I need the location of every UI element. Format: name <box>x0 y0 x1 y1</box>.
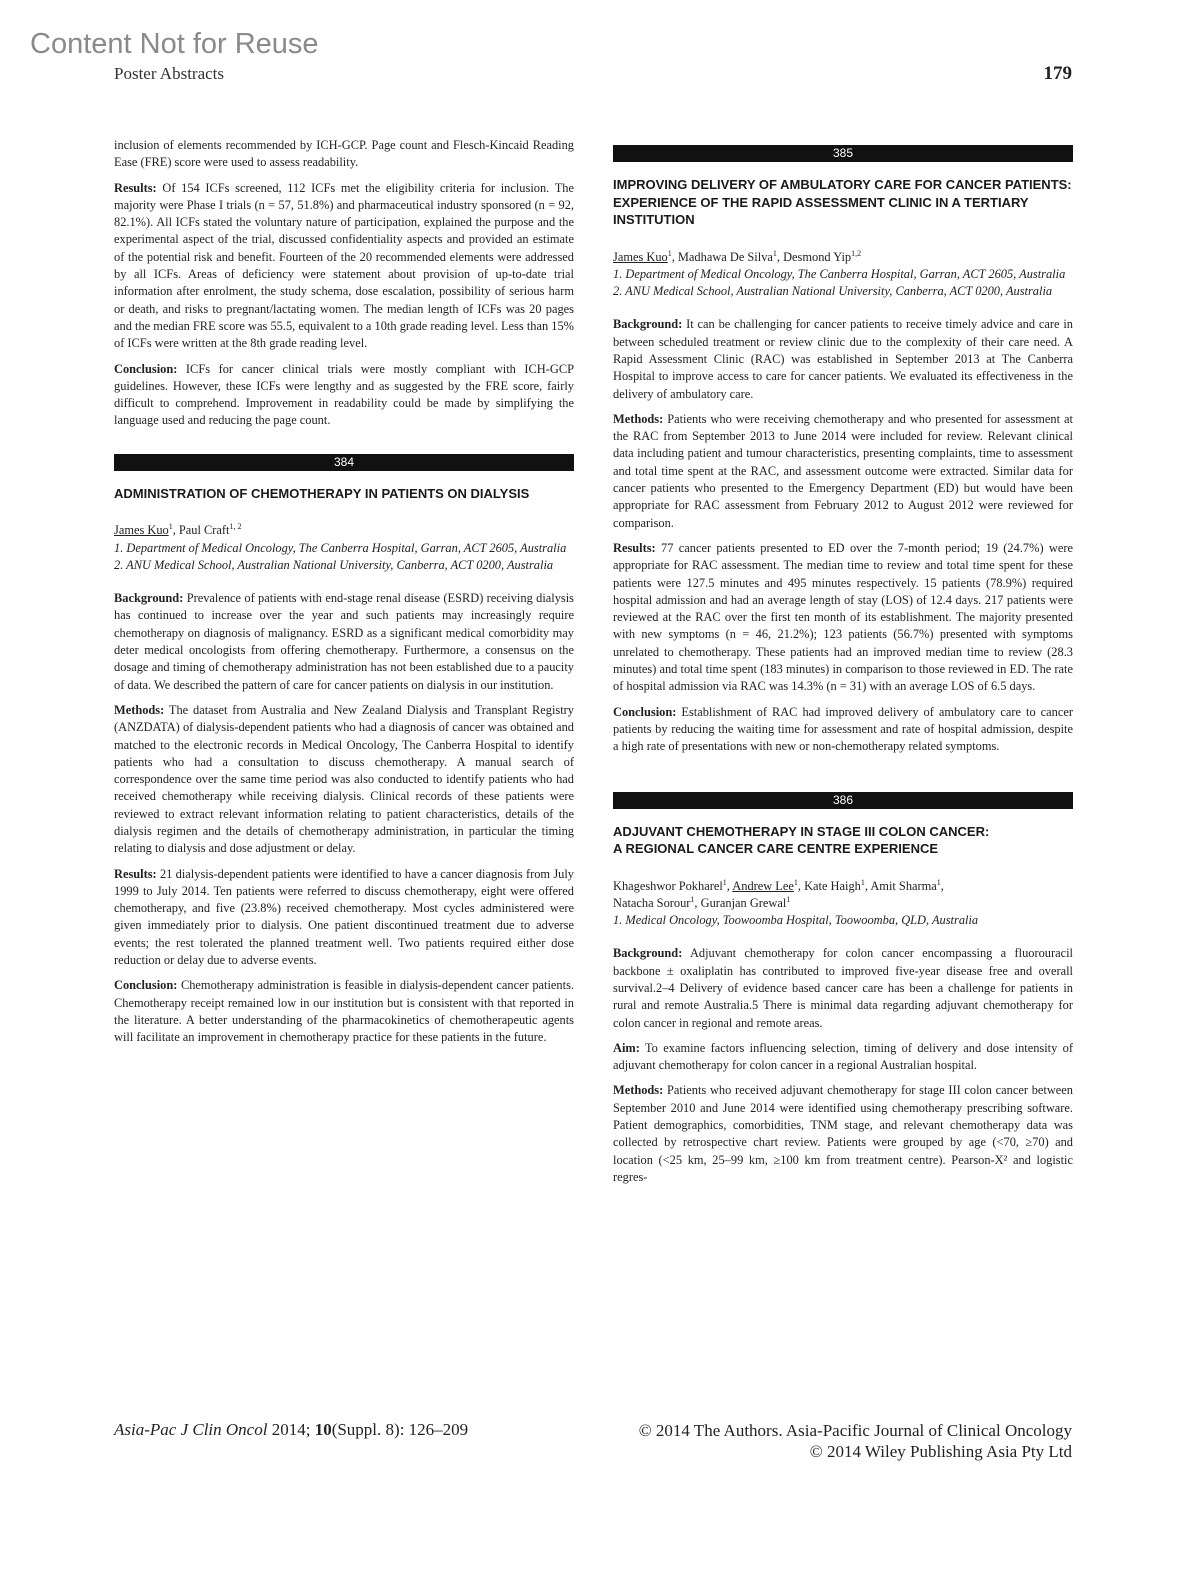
results-label: Results: <box>114 180 157 195</box>
author-name: James Kuo <box>114 523 169 538</box>
background-label: Background: <box>114 591 184 606</box>
conclusion-label: Conclusion: <box>114 978 178 993</box>
background-text: It can be challenging for cancer patients to receive timely advice and care in between scheduled treatment or review clinic due to the complexity of their care need. A Rapid Assessment Clinic (RAC) was established in September 2013 at The Canberra Hospital to improve access to care for cancer patients. We evaluated its effectiveness in the delivery of ambulatory care. <box>613 317 1073 401</box>
affiliation: 2. ANU Medical School, Australian National University, Canberra, ACT 0200, Australia <box>114 557 554 572</box>
author-affiliation-marker: 1 <box>168 522 173 532</box>
results-label: Results: <box>613 540 656 555</box>
methods-label: Methods: <box>613 1083 664 1098</box>
author-name: , Madhawa De Silva <box>671 249 773 264</box>
aim-label: Aim: <box>613 1040 640 1055</box>
background-label: Background: <box>613 317 683 332</box>
affiliation: 1. Department of Medical Oncology, The Canberra Hospital, Garran, ACT 2605, Australia <box>613 266 1066 281</box>
methods-label: Methods: <box>613 411 664 426</box>
author-affiliation-marker: 1, 2 <box>229 522 242 532</box>
author-affiliation-marker: 1 <box>860 877 865 887</box>
conclusion-text: Chemotherapy administration is feasible in dialysis-dependent cancer patients. Chemotherapy receipt remained low in our institution but is consistent with that reported in the literature. A better understanding of the pharmacokinetics of chemotherapeutic agents will facilitate an improvement in chemotherapy practice for these patients in the future. <box>114 978 574 1045</box>
background-paragraph <box>613 316 1073 402</box>
methods-text: Patients who received adjuvant chemotherapy for stage III colon cancer between September 2010 and June 2014 were identified using chemotherapy prescribing software. Patient demographics, comorbidities, TNM stage, and relevant chemotherapy data was collected by retrospective chart review. Patients were grouped by age (<70, ≥70) and location (<25 km, 25–99 km, ≥100 km from treatment centre). Pearson-X² and logistic regres- <box>613 1083 1073 1184</box>
results-text: 21 dialysis-dependent patients were identified to have a cancer diagnosis from July 1999 to July 2014. Ten patients were referred to discuss chemotherapy, eight were offered chemotherapy, and five (23.8%) received chemotherapy. Most cycles administered were given immediately prior to dialysis. One patient discontinued treatment due to adverse events; the rest tolerated the planned treatment well. Two patients required either dose reduction or delay due to adverse events. <box>114 866 574 968</box>
background-text: Prevalence of patients with end-stage renal disease (ESRD) receiving dialysis has continued to increase over the year and such patients may increasingly require chemotherapy on diagnosis of malignancy. ESRD as a significant medical comorbidity may deter medical oncologists from offering chemotherapy. Furthermore, a consensus on the dosage and timing of chemotherapy administration has not been established due to a paucity of data. We described the pattern of care for cancer patients on dialysis in our institution. <box>114 591 574 692</box>
author-separator: , <box>726 878 733 893</box>
author-name: , Kate Haigh <box>797 878 861 893</box>
continuation-paragraph: inclusion of elements recommended by ICH-GCP. Page count and Flesch-Kincaid Reading Ease (FRE) score were used to assess readability. <box>114 138 574 170</box>
author-affiliation-marker: 1 <box>772 248 777 258</box>
affiliations <box>114 540 574 575</box>
aim-text: To examine factors influencing selection, timing of delivery and dose intensity of adjuvant chemotherapy for colon cancer in a regional Australian hospital. <box>613 1040 1073 1073</box>
methods-text: The dataset from Australia and New Zealand Dialysis and Transplant Registry (ANZDATA) of dialysis-dependent patients who had a diagnosis of cancer was obtained and matched to the electronic records in Medical Oncology, The Canberra Hospital to identify patients who had a consultation to discuss chemotherapy. A manual search of correspondence over the same time period was also conducted to identify patients who had received chemotherapy while receiving dialysis. Clinical records of these patients were reviewed to extract relevant information relating to patient characteristics, details of the dialysis regimen and the details of chemotherapy administration, in particular the timing relating to dialysis and dose adjustment or delay. <box>114 702 574 856</box>
abstract-number-bar: 385 <box>613 145 1073 162</box>
conclusion-text: Establishment of RAC had improved delivery of ambulatory care to cancer patients by reducing the waiting time for assessment and rate of hospital admission, despite a high rate of presentations with new or non-chemotherapy related symptoms. <box>613 704 1073 754</box>
author-affiliation-marker: 1 <box>690 894 695 904</box>
running-title: Poster Abstracts <box>114 64 225 83</box>
abstract-number-bar: 386 <box>613 792 1073 809</box>
author-list <box>114 522 574 539</box>
author-name: James Kuo <box>613 249 668 264</box>
abstract-number-bar: 384 <box>114 454 574 471</box>
journal-issue-pages: (Suppl. 8): 126–209 <box>331 1420 469 1439</box>
results-paragraph <box>613 540 1073 696</box>
copyright-line: © 2014 The Authors. Asia-Pacific Journal of Clinical Oncology <box>638 1421 1072 1440</box>
abstract-title <box>613 823 1073 858</box>
conclusion-text: ICFs for cancer clinical trials were mostly compliant with ICH-GCP guidelines. However, these ICFs were lengthy and as suggested by the FRE score, fairly difficult to comprehend. Improvement in readability could be made by simplifying the language used and reducing the page count. <box>114 361 574 428</box>
author-name: Natacha Sorour <box>613 895 691 910</box>
author-name: , Paul Craft <box>172 523 230 538</box>
aim-paragraph <box>613 1040 1073 1075</box>
author-name: , Guranjan Grewal <box>694 895 787 910</box>
affiliation: 1. Department of Medical Oncology, The Canberra Hospital, Garran, ACT 2605, Australia <box>114 540 567 555</box>
author-affiliation-marker: 1 <box>667 248 672 258</box>
methods-paragraph <box>114 702 574 858</box>
abstract-title: IMPROVING DELIVERY OF AMBULATORY CARE FOR CANCER PATIENTS: EXPERIENCE OF THE RAPID ASSESSMENT CLINIC IN A TERTIARY INSTITUTION <box>613 177 1072 227</box>
results-label: Results: <box>114 866 157 881</box>
methods-text: Patients who were receiving chemotherapy and who presented for assessment at the RAC from September 2013 to June 2014 were included for review. Relevant clinical data including patient and tumour characteristics, presenting complaints, time to assessment and total time spent at the RAC, and assessment outcome were extracted. Similar data for cancer patients who presented to the Emergency Department (ED) but would have been appropriate for RAC assessment from February 2012 to August 2012 were reviewed for comparison. <box>613 411 1073 530</box>
author-affiliation-marker: 1,2 <box>851 248 862 258</box>
abstract-title-line: A REGIONAL CANCER CARE CENTRE EXPERIENCE <box>613 841 939 857</box>
background-text: Adjuvant chemotherapy for colon cancer encompassing a fluorouracil backbone ± oxaliplatin has contributed to improved five-year disease free and overall survival.2–4 Delivery of evidence based cancer care has been a challenge for patients in rural and remote Australia.5 There is minimal data regarding adjuvant chemotherapy for colon cancer in regional and remote areas. <box>613 946 1073 1030</box>
affiliations <box>613 912 1073 929</box>
author-affiliation-marker: 1 <box>793 877 798 887</box>
author-affiliation-marker: 1 <box>936 877 941 887</box>
results-text: 77 cancer patients presented to ED over the 7-month period; 19 (24.7%) were appropriate for RAC assessment. The median time to review and total time spent for these patients were 127.5 minutes and 495 minutes respectively. 15 patients (78.9%) required hospital admission and had an average length of stay (LOS) of 12.4 days. 217 patients were reviewed at the RAC over the first ten month of its establishment. The majority presented with new symptoms (n = 46, 21.2%); 123 patients (56.7%) presented with symptoms unrelated to chemotherapy. These patients had an improved median time to review (28.3 minutes) and total time spent (183 minutes) in comparison to those reviewed in ED. The rate of hospital admission via RAC was 14.3% (n = 31) with an average LOS of 6.5 days. <box>613 540 1073 694</box>
copyright-notice <box>639 1420 1072 1462</box>
author-affiliation-marker: 1 <box>786 894 791 904</box>
author-separator: , <box>940 878 944 893</box>
methods-label: Methods: <box>114 702 165 717</box>
methods-paragraph <box>613 411 1073 532</box>
affiliation: 2. ANU Medical School, Australian National University, Canberra, ACT 0200, Australia <box>613 284 1053 299</box>
results-text: Of 154 ICFs screened, 112 ICFs met the eligibility criteria for inclusion. The majority were Phase I trials (n = 57, 51.8%) and pharmaceutical industry sponsored (n = 92, 82.1%). All ICFs stated the voluntary nature of participation, explained the purpose and the experimental aspect of the trial, discussed confidentiality aspects and provided an estimate of the potential risk and benefit. Fourteen of the 20 recommended elements were addressed by all ICFs. Areas of deficiency were statement about provision of up-to-date trial information after enrolment, the study schema, dose escalation, possibility of serious harm or death, and risks to pregnant/lactating women. The median length of ICFs was 20 pages and the median FRE score was 55.5, equivalent to a 10th grade reading level. Less than 15% of ICFs were written at the 8th grade reading level. <box>114 180 574 351</box>
right-column <box>613 145 1073 1194</box>
conclusion-label: Conclusion: <box>114 361 178 376</box>
author-affiliation-marker: 1 <box>722 877 727 887</box>
methods-paragraph <box>613 1082 1073 1186</box>
author-name: Andrew Lee <box>732 878 794 893</box>
journal-name: Asia-Pac J Clin Oncol <box>114 1420 268 1439</box>
background-label: Background: <box>613 946 683 961</box>
conclusion-paragraph <box>114 977 574 1046</box>
affiliations <box>613 266 1073 301</box>
journal-citation <box>114 1420 468 1440</box>
conclusion-paragraph <box>114 361 574 430</box>
results-paragraph <box>114 180 574 353</box>
author-name: Khageshwor Pokharel <box>613 878 723 893</box>
background-paragraph <box>114 590 574 694</box>
background-paragraph <box>613 945 1073 1031</box>
author-name: , Amit Sharma <box>864 878 937 893</box>
author-list <box>613 249 1073 266</box>
conclusion-label: Conclusion: <box>613 704 677 719</box>
left-column <box>114 137 574 1055</box>
abstract-title-line: ADJUVANT CHEMOTHERAPY IN STAGE III COLON CANCER: <box>613 823 990 839</box>
copyright-line: © 2014 Wiley Publishing Asia Pty Ltd <box>809 1442 1072 1461</box>
results-paragraph <box>114 866 574 970</box>
journal-volume: 10 <box>314 1420 332 1439</box>
abstract-title: ADMINISTRATION OF CHEMOTHERAPY IN PATIENTS ON DIALYSIS <box>114 485 530 501</box>
conclusion-paragraph <box>613 704 1073 756</box>
author-name: , Desmond Yip <box>776 249 852 264</box>
page-number: 179 <box>1043 63 1072 84</box>
author-list <box>613 878 1073 913</box>
watermark: Content Not for Reuse <box>30 28 319 60</box>
journal-year: 2014; <box>267 1420 315 1439</box>
affiliation: 1. Medical Oncology, Toowoomba Hospital, Toowoomba, QLD, Australia <box>613 913 979 928</box>
